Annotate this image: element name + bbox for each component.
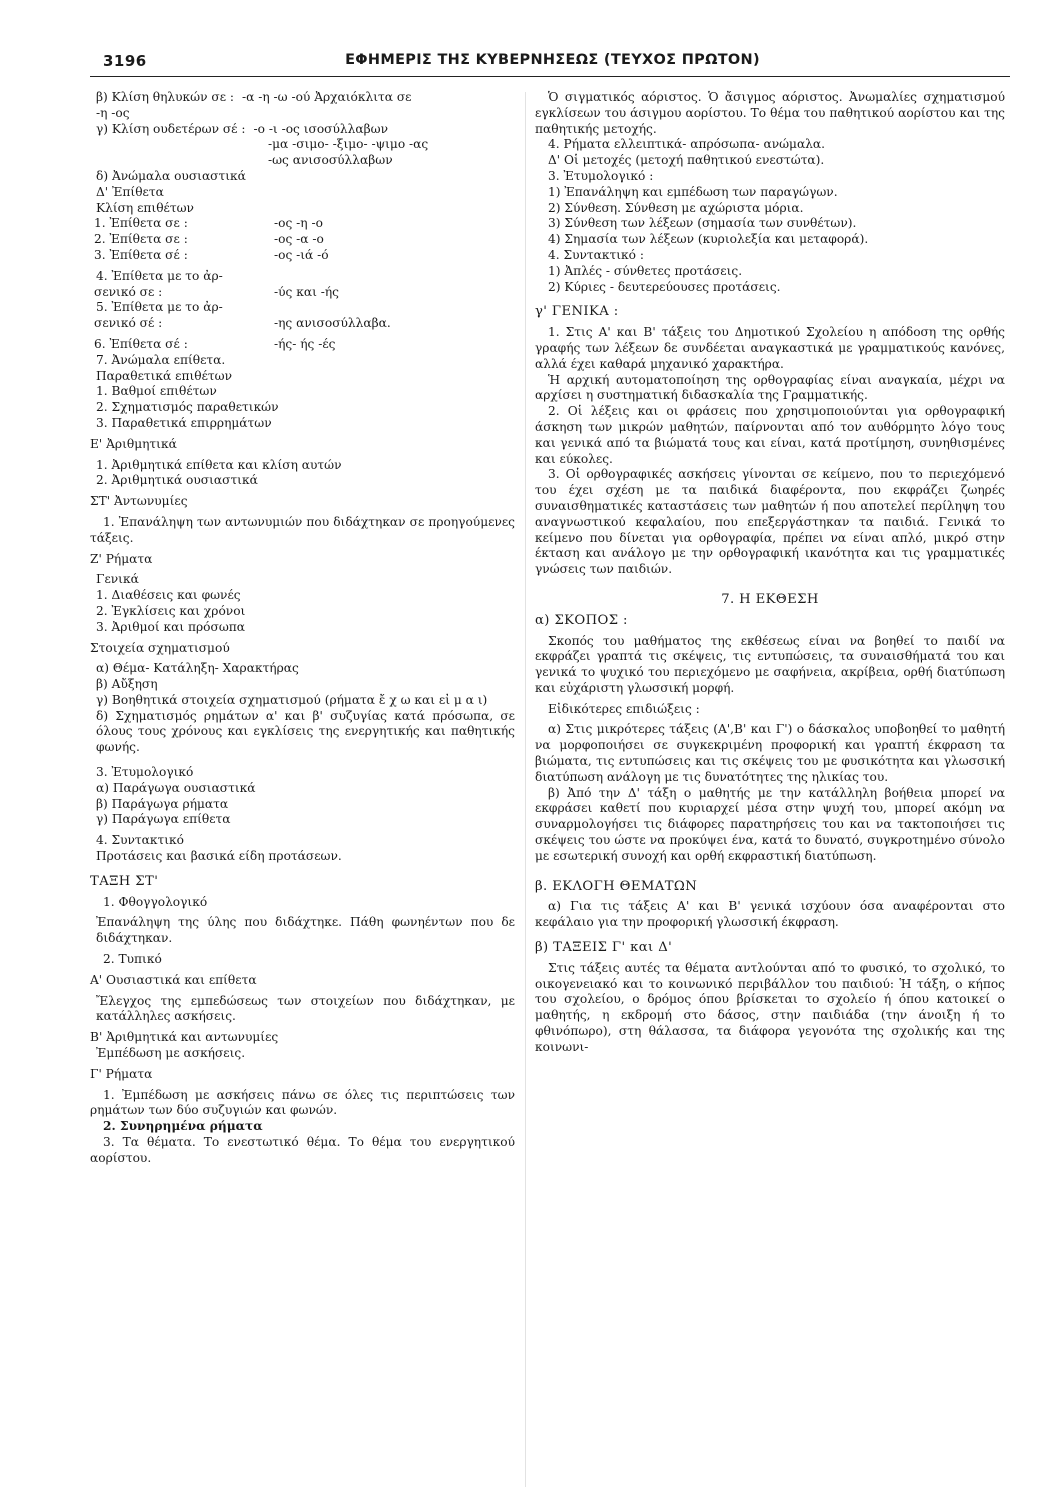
section-heading: Γ' Ρήματα bbox=[90, 1066, 153, 1081]
section-heading: Ζ' Ρήματα bbox=[90, 551, 153, 566]
section-heading: Α' Ουσιαστικά και επίθετα bbox=[90, 972, 257, 987]
klisi-oudeteron: γ) Κλίση ουδετέρων σέ : -ο -ι -ος ισοσύλλαβων bbox=[96, 121, 388, 136]
page-header bbox=[95, 52, 1010, 78]
running-title: ΕΦΗΜΕΡΙΣ ΤΗΣ ΚΥΒΕΡΝΗΣΕΩΣ (ΤΕΥΧΟΣ ΠΡΩΤΟΝ) bbox=[345, 52, 760, 68]
section-heading: Δ' Ἐπίθετα bbox=[96, 184, 164, 199]
section-heading: ΣΤ' Ἀντωνυμίες bbox=[90, 494, 188, 509]
left-column: β) Κλίση θηλυκών σε : -α -η -ω -ού Ἀρχαιόκλιτα σε -η -ος γ) Κλίση ουδετέρων σέ : -ο -ι -ος ισοσύλλαβων -μα -σιμο- -ξιμο- -ψιμο -ας -ως ανισοσύλλαβων δ) Ἀνώμαλα ουσιαστικά Δ' Ἐπίθετα Κλίση επιθέτων 1. Ἐπίθετα σε : -ος -η -ο 2. Ἐπίθετα σε : -ος -α -ο 3. Ἐπίθετα σέ : -ος -ιά -ό 4. Ἐπίθετα με το ἀρ- σενικό σε : -ύς και -ής 5. Ἐπίθετα με το ἀρ- σενικό σέ : -ης ανισοσύλλαβα. 6. Ἐπίθετα σέ : -ής- ής -ές 7. Ἀνώμαλα επίθετα. Παραθετικά επιθέτων 1. Βαθμοί επιθέτων 2. Σχηματισμός παραθετικών 3. Παραθετικά επιρρημάτων Ε' Ἀριθμητικά 1. Ἀριθμητικά επίθετα και κλίση αυτών 2. Ἀριθμητικά ουσιαστικά ΣΤ' Ἀντωνυμίες 1. Ἐπανάληψη των αντωνυμιών που διδάχτηκαν σε προηγούμενες τάξεις. Ζ' Ρήματα Γενικά 1. Διαθέσεις και φωνές 2. Ἐγκλίσεις και χρόνοι 3. Ἀριθμοί και πρόσωπα Στοιχεία σχηματισμού α) Θέμα- Κατάληξη- Χαρακτήρας β) Αὔξηση γ) Βοηθητικά στοιχεία σχηματισμού (ρήματα ἔ χ ω και εἰ μ α ι) δ) Σχηματισμός ρημάτων α' και β' συζυγίας κατά πρόσωπα, σε όλους τους χρόνους και εγκλίσεις της ενεργητικής και παθητικής φωνής. 3. Ἐτυμολογικό α) Παράγωγα ουσιαστικά β) Παράγωγα ρήματα γ) Παράγωγα επίθετα 4. Συντακτικό Προτάσεις και βασικά είδη προτάσεων. ΤΑΞΗ ΣΤ' 1. Φθογγολογικό Ἐπανάληψη της ύλης που διδάχτηκε. Πάθη φωνηέντων που δε διδάχτηκαν. 2. Τυπικό Α' Ουσιαστικά και επίθετα Ἔλεγχος της εμπεδώσεως των στοιχείων που διδάχτηκαν, με κατάλληλες ασκήσεις. Β' Ἀριθμητικά και αντωνυμίες Ἐμπέδωση με ασκήσεις. Γ' Ρήματα 1. Ἐμπέδωση με ασκήσεις πάνω σε όλες τις περιπτώσεις των ρημάτων των δύο συζυγιών και φωνών. 2. Συνηρημένα ρήματα 3. Τα θέματα. Το ενεστωτικό θέμα. Το θέμα του ενεργητικού αορίστου. bbox=[90, 90, 515, 1165]
column-divider bbox=[525, 92, 526, 1487]
section-heading: Ε' Ἀριθμητικά bbox=[90, 436, 177, 451]
section-heading: Β' Ἀριθμητικά και αντωνυμίες bbox=[90, 1030, 279, 1045]
section-heading: α) ΣΚΟΠΟΣ : bbox=[535, 612, 628, 628]
section-heading: β) ΤΑΞΕΙΣ Γ' και Δ' bbox=[535, 940, 673, 956]
section-heading: γ' ΓΕΝΙΚΑ : bbox=[535, 304, 619, 320]
section-heading: 7. Η ΕΚΘΕΣΗ bbox=[721, 591, 819, 607]
list-item: σενικό σέ : -ης ανισοσύλλαβα. bbox=[94, 316, 391, 331]
section-heading: β. ΕΚΛΟΓΗ ΘΕΜΑΤΩΝ bbox=[535, 878, 698, 894]
list-item: 2. Ἐπίθετα σε : -ος -α -ο bbox=[94, 232, 324, 247]
section-heading: ΤΑΞΗ ΣΤ' bbox=[90, 873, 159, 889]
list-item: 6. Ἐπίθετα σέ : -ής- ής -ές bbox=[94, 336, 336, 351]
right-column: Ὁ σιγματικός αόριστος. Ὁ ἄσιγμος αόριστος. Ἀνωμαλίες σχηματισμού εγκλίσεων του άσιγμου αορίστου. Το θέμα του παθητικού αορίστου και της παθητικής μετοχής. 4. Ρήματα ελλειπτικά- απρόσωπα- ανώμαλα. Δ' Οἱ μετοχές (μετοχή παθητικού ενεστώτα). 3. Ἐτυμολογικό : 1) Ἐπανάληψη και εμπέδωση των παραγώγων. 2) Σύνθεση. Σύνθεση με αχώριστα μόρια. 3) Σύνθεση των λέξεων (σημασία των συνθέτων). 4) Σημασία των λέξεων (κυριολεξία και μεταφορά). 4. Συντακτικό : 1) Ἀπλές - σύνθετες προτάσεις. 2) Κύριες - δευτερεύουσες προτάσεις. γ' ΓΕΝΙΚΑ : 1. Στις Α' και Β' τάξεις του Δημοτικού Σχολείου η απόδοση της ορθής γραφής των λέξεων δε συνδέεται αναγκαστικά με γραμματικούς κανόνες, αλλά έχει καθαρά μηχανικό χαρακτήρα. Ἡ αρχική αυτοματοποίηση της ορθογραφίας είναι αναγκαία, μέχρι να αρχίσει η συστηματική διδασκαλία της Γραμματικής. 2. Οἱ λέξεις και οι φράσεις που χρησιμοποιούνται για ορθογραφική άσκηση των μικρών μαθητών, παίρνονται από τον αυθόρμητο λόγο τους και γενικά από τα βιώματά τους και είναι, κατά προτίμηση, συνηθισμένες και εύκολες. 3. Οἱ ορθογραφικές ασκήσεις γίνονται σε κείμενο, που το περιεχόμενό του έχει σχέση με τα παιδικά διαφέροντα, που εκφράζει ζωηρές συναισθηματικές καταστάσεις των μαθητών ή που αποτελεί περίληψη του αναγνωστικού κεφαλαίου, που επεξεργάστηκαν τα παιδιά. Γενικά το κείμενο που δίνεται για ορθογραφία, πρέπει να είναι απλό, μικρό στην έκταση και ανάλογο με την ορθογραφική ικανότητα και τις γραμματικές γνώσεις των παιδιών. 7. Η ΕΚΘΕΣΗ α) ΣΚΟΠΟΣ : Σκοπός του μαθήματος της εκθέσεως είναι να βοηθεί το παιδί να εκφράζει γραπτά τις σκέψεις, τις εντυπώσεις, τα συναισθήματά του και γενικά το ψυχικό του περιεχόμενο με σαφήνεια, ακρίβεια, ορθή διατύπωση και εὐχάριστη γλωσσική μορφή. Εἰδικότερες επιδιώξεις : α) Στις μικρότερες τάξεις (Α',Β' και Γ') ο δάσκαλος υποβοηθεί το μαθητή να μορφοποιήσει σε συγκεκριμένη προφορική και γραπτή έκφραση τα βιώματα, τις εντυπώσεις και τις σκέψεις του με φυσικότητα και γλωσσική διατύπωση ανάλογη με τις δυνατότητες της ηλικίας του. β) Ἀπό την Δ' τάξη ο μαθητής με την κατάλληλη βοήθεια μπορεί να εκφράσει καθετί που κυριαρχεί μέσα στην ψυχή του, μπορεί ακόμη να συναρμολογήσει τις διάφορες παρατηρήσεις του και να τακτοποιήσει τις σκέψεις του ώστε να προκύψει ένα, κατά το δυνατό, συγκροτημένο σύνολο με εσωτερική συνοχή και ορθή εκφραστική διατύπωση. β. ΕΚΛΟΓΗ ΘΕΜΑΤΩΝ α) Για τις τάξεις Α' και Β' γενικά ισχύουν όσα αναφέρονται στο κεφάλαιο για την προφορική γλωσσική έκφραση. β) ΤΑΞΕΙΣ Γ' και Δ' Στις τάξεις αυτές τα θέματα αντλούνται από το φυσικό, το σχολικό, το οικογενειακό και το κοινωνικό περιβάλλον του παιδιού: Ἡ τάξη, ο κήπος του σχολείου, ο δρόμος όπου βρίσκεται το σχολείο ή όπου κατοικεί ο μαθητής, η εκδρομή στο δάσος, στην παιδιάδα (την άνοιξη ή το φθινόπωρο), στη θάλασσα, τα διάφορα γεγονότα της σχολικής και της κοινωνι- bbox=[535, 90, 1005, 1054]
list-item: σενικό σε : -ύς και -ής bbox=[94, 284, 339, 299]
list-item: 1. Ἐπίθετα σε : -ος -η -ο bbox=[94, 216, 323, 231]
list-item: 3. Ἐπίθετα σέ : -ος -ιά -ό bbox=[94, 247, 329, 262]
header-rule bbox=[90, 76, 1010, 77]
page-number: 3196 bbox=[103, 52, 147, 70]
klisi-thilykon: β) Κλίση θηλυκών σε : -α -η -ω -ού Ἀρχαιόκλιτα σε bbox=[96, 90, 412, 104]
